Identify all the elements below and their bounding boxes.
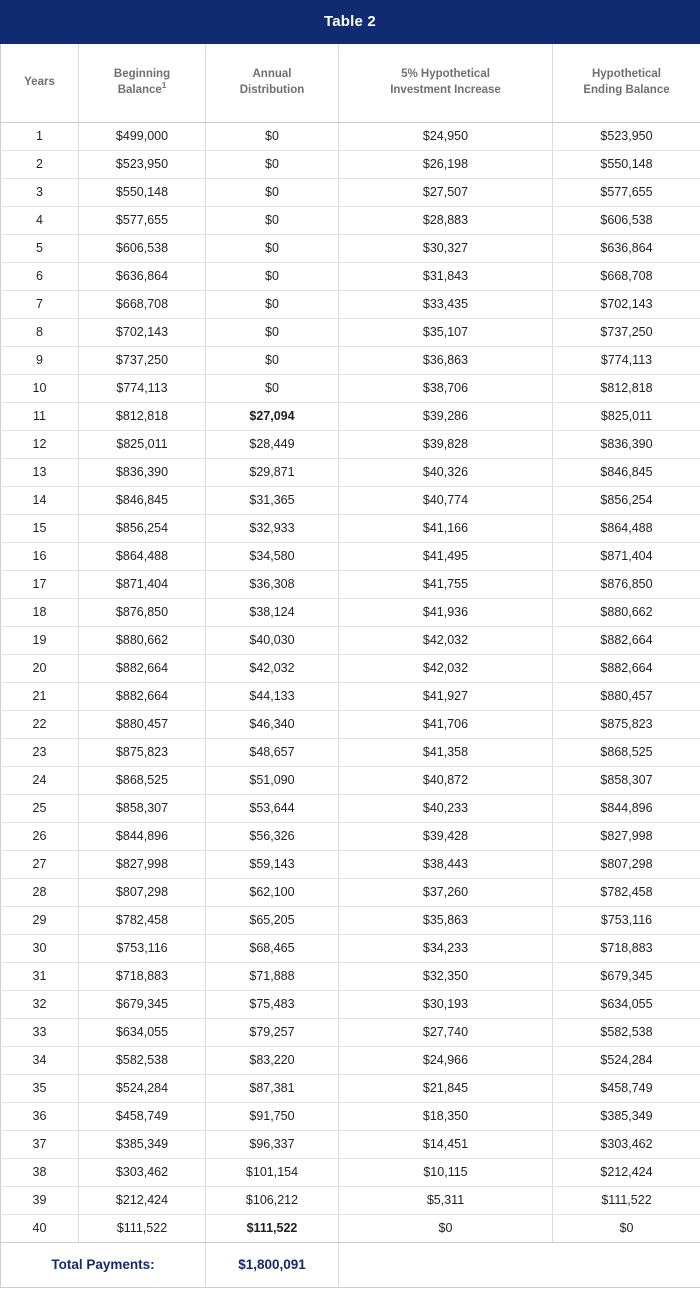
cell-investment-increase: $26,198 [339,150,553,178]
table-row [1,374,700,402]
cell-ending-balance: $858,307 [553,766,700,794]
cell-annual-distribution: $48,657 [206,738,339,766]
cell-beginning-balance: $634,055 [79,1018,206,1046]
cell-investment-increase: $41,755 [339,570,553,598]
cell-investment-increase: $40,233 [339,794,553,822]
cell-beginning-balance: $871,404 [79,570,206,598]
column-header-beginning-balance [79,44,206,122]
cell-year: 38 [1,1158,79,1186]
cell-annual-distribution: $0 [206,290,339,318]
cell-ending-balance: $882,664 [553,626,700,654]
cell-investment-increase: $41,166 [339,514,553,542]
cell-ending-balance: $577,655 [553,178,700,206]
cell-year: 34 [1,1046,79,1074]
table-row [1,962,700,990]
cell-investment-increase: $28,883 [339,206,553,234]
cell-year: 11 [1,402,79,430]
table-row [1,878,700,906]
cell-investment-increase: $14,451 [339,1130,553,1158]
table-row [1,1018,700,1046]
cell-year: 28 [1,878,79,906]
cell-annual-distribution: $111,522 [206,1214,339,1242]
table-row [1,318,700,346]
cell-annual-distribution: $0 [206,262,339,290]
cell-investment-increase: $27,740 [339,1018,553,1046]
cell-beginning-balance: $212,424 [79,1186,206,1214]
table-row [1,234,700,262]
cell-beginning-balance: $636,864 [79,262,206,290]
cell-year: 2 [1,150,79,178]
header-row [1,44,700,122]
cell-ending-balance: $550,148 [553,150,700,178]
cell-annual-distribution: $38,124 [206,598,339,626]
table-row [1,1186,700,1214]
cell-year: 8 [1,318,79,346]
cell-ending-balance: $718,883 [553,934,700,962]
table-row [1,430,700,458]
cell-ending-balance: $458,749 [553,1074,700,1102]
cell-beginning-balance: $827,998 [79,850,206,878]
cell-beginning-balance: $844,896 [79,822,206,850]
cell-annual-distribution: $44,133 [206,682,339,710]
cell-investment-increase: $18,350 [339,1102,553,1130]
cell-beginning-balance: $737,250 [79,346,206,374]
cell-year: 18 [1,598,79,626]
cell-annual-distribution: $31,365 [206,486,339,514]
column-header-annual-distribution [206,44,339,122]
cell-beginning-balance: $825,011 [79,430,206,458]
total-payments-value: $1,800,091 [206,1242,339,1287]
cell-annual-distribution: $91,750 [206,1102,339,1130]
cell-ending-balance: $812,818 [553,374,700,402]
cell-beginning-balance: $875,823 [79,738,206,766]
table-row [1,794,700,822]
column-header-ending-balance [553,44,700,122]
cell-beginning-balance: $812,818 [79,402,206,430]
cell-ending-balance: $753,116 [553,906,700,934]
cell-investment-increase: $35,863 [339,906,553,934]
cell-investment-increase: $42,032 [339,654,553,682]
table-row [1,346,700,374]
cell-year: 17 [1,570,79,598]
cell-investment-increase: $41,358 [339,738,553,766]
cell-annual-distribution: $83,220 [206,1046,339,1074]
cell-annual-distribution: $56,326 [206,822,339,850]
table-row [1,206,700,234]
cell-annual-distribution: $0 [206,318,339,346]
cell-annual-distribution: $40,030 [206,626,339,654]
cell-ending-balance: $385,349 [553,1102,700,1130]
table-row [1,542,700,570]
table-row [1,122,700,150]
cell-year: 9 [1,346,79,374]
cell-annual-distribution: $87,381 [206,1074,339,1102]
cell-investment-increase: $33,435 [339,290,553,318]
cell-beginning-balance: $679,345 [79,990,206,1018]
cell-investment-increase: $5,311 [339,1186,553,1214]
cell-year: 19 [1,626,79,654]
distribution-table [0,44,700,1288]
cell-ending-balance: $882,664 [553,654,700,682]
cell-ending-balance: $634,055 [553,990,700,1018]
cell-year: 14 [1,486,79,514]
cell-ending-balance: $827,998 [553,822,700,850]
cell-ending-balance: $856,254 [553,486,700,514]
cell-investment-increase: $39,428 [339,822,553,850]
cell-year: 12 [1,430,79,458]
cell-year: 36 [1,1102,79,1130]
cell-ending-balance: $880,457 [553,682,700,710]
cell-annual-distribution: $0 [206,150,339,178]
header-line-1: 5% Hypothetical [401,68,490,81]
cell-year: 7 [1,290,79,318]
table-row [1,766,700,794]
cell-annual-distribution: $36,308 [206,570,339,598]
cell-ending-balance: $523,950 [553,122,700,150]
table-row [1,150,700,178]
cell-investment-increase: $31,843 [339,262,553,290]
cell-year: 3 [1,178,79,206]
cell-investment-increase: $40,774 [339,486,553,514]
cell-ending-balance: $737,250 [553,318,700,346]
cell-year: 39 [1,1186,79,1214]
cell-beginning-balance: $882,664 [79,682,206,710]
table-row [1,290,700,318]
cell-beginning-balance: $864,488 [79,542,206,570]
cell-beginning-balance: $880,457 [79,710,206,738]
cell-annual-distribution: $46,340 [206,710,339,738]
cell-beginning-balance: $524,284 [79,1074,206,1102]
cell-year: 37 [1,1130,79,1158]
cell-investment-increase: $41,936 [339,598,553,626]
cell-year: 31 [1,962,79,990]
cell-year: 29 [1,906,79,934]
table-row [1,1214,700,1242]
cell-annual-distribution: $101,154 [206,1158,339,1186]
header-line-2: Investment Increase [390,83,501,96]
cell-beginning-balance: $876,850 [79,598,206,626]
cell-year: 4 [1,206,79,234]
cell-ending-balance: $782,458 [553,878,700,906]
cell-year: 22 [1,710,79,738]
cell-ending-balance: $807,298 [553,850,700,878]
cell-ending-balance: $668,708 [553,262,700,290]
cell-annual-distribution: $0 [206,234,339,262]
cell-beginning-balance: $774,113 [79,374,206,402]
cell-annual-distribution: $62,100 [206,878,339,906]
cell-annual-distribution: $79,257 [206,1018,339,1046]
cell-ending-balance: $836,390 [553,430,700,458]
cell-investment-increase: $38,443 [339,850,553,878]
cell-ending-balance: $212,424 [553,1158,700,1186]
cell-ending-balance: $864,488 [553,514,700,542]
cell-annual-distribution: $75,483 [206,990,339,1018]
cell-annual-distribution: $71,888 [206,962,339,990]
cell-beginning-balance: $499,000 [79,122,206,150]
cell-ending-balance: $880,662 [553,598,700,626]
table-row [1,514,700,542]
table-row [1,1074,700,1102]
cell-ending-balance: $0 [553,1214,700,1242]
cell-beginning-balance: $668,708 [79,290,206,318]
cell-year: 25 [1,794,79,822]
cell-annual-distribution: $28,449 [206,430,339,458]
cell-beginning-balance: $782,458 [79,906,206,934]
header-line-1: Beginning [113,68,171,81]
cell-beginning-balance: $702,143 [79,318,206,346]
total-row-empty-cell [339,1242,700,1287]
cell-ending-balance: $679,345 [553,962,700,990]
table-row [1,1158,700,1186]
cell-beginning-balance: $606,538 [79,234,206,262]
cell-annual-distribution: $0 [206,122,339,150]
cell-annual-distribution: $0 [206,178,339,206]
cell-year: 5 [1,234,79,262]
cell-investment-increase: $38,706 [339,374,553,402]
cell-investment-increase: $41,706 [339,710,553,738]
cell-beginning-balance: $458,749 [79,1102,206,1130]
cell-investment-increase: $41,927 [339,682,553,710]
cell-investment-increase: $32,350 [339,962,553,990]
cell-year: 21 [1,682,79,710]
cell-ending-balance: $774,113 [553,346,700,374]
total-payments-label: Total Payments: [1,1242,206,1287]
cell-ending-balance: $868,525 [553,738,700,766]
cell-year: 30 [1,934,79,962]
cell-annual-distribution: $65,205 [206,906,339,934]
table-row [1,178,700,206]
cell-investment-increase: $40,326 [339,458,553,486]
cell-investment-increase: $39,286 [339,402,553,430]
cell-year: 35 [1,1074,79,1102]
cell-investment-increase: $27,507 [339,178,553,206]
cell-annual-distribution: $32,933 [206,514,339,542]
cell-beginning-balance: $718,883 [79,962,206,990]
cell-year: 33 [1,1018,79,1046]
cell-beginning-balance: $303,462 [79,1158,206,1186]
table-row [1,934,700,962]
header-line-2: Balance [117,83,162,96]
cell-ending-balance: $876,850 [553,570,700,598]
cell-year: 24 [1,766,79,794]
cell-investment-increase: $24,966 [339,1046,553,1074]
cell-annual-distribution: $68,465 [206,934,339,962]
table-body [1,122,700,1287]
cell-year: 26 [1,822,79,850]
table-row [1,1046,700,1074]
table-row [1,1130,700,1158]
cell-beginning-balance: $577,655 [79,206,206,234]
total-row [1,1242,700,1287]
column-header-years [1,44,79,122]
cell-beginning-balance: $882,664 [79,654,206,682]
table-row [1,402,700,430]
cell-beginning-balance: $807,298 [79,878,206,906]
table-row [1,850,700,878]
header-line-2: Distribution [239,83,305,96]
table-header [1,44,700,122]
table-row [1,598,700,626]
cell-ending-balance: $875,823 [553,710,700,738]
header-line-2: Ending Balance [583,83,670,96]
footnote-marker: 1 [161,80,167,90]
header-line-1: Hypothetical [591,68,661,81]
cell-beginning-balance: $868,525 [79,766,206,794]
table-row [1,654,700,682]
table-row [1,570,700,598]
cell-investment-increase: $30,327 [339,234,553,262]
cell-investment-increase: $0 [339,1214,553,1242]
cell-investment-increase: $21,845 [339,1074,553,1102]
table-row [1,822,700,850]
table-title-bar: Table 2 [0,0,700,44]
cell-ending-balance: $606,538 [553,206,700,234]
cell-ending-balance: $636,864 [553,234,700,262]
cell-beginning-balance: $523,950 [79,150,206,178]
cell-year: 1 [1,122,79,150]
cell-investment-increase: $39,828 [339,430,553,458]
table-row [1,262,700,290]
cell-year: 15 [1,514,79,542]
cell-annual-distribution: $59,143 [206,850,339,878]
table-row [1,906,700,934]
cell-annual-distribution: $0 [206,346,339,374]
cell-year: 40 [1,1214,79,1242]
header-line-1: Annual [252,68,292,81]
cell-annual-distribution: $34,580 [206,542,339,570]
cell-annual-distribution: $51,090 [206,766,339,794]
cell-investment-increase: $34,233 [339,934,553,962]
cell-year: 32 [1,990,79,1018]
column-header-investment-increase [339,44,553,122]
cell-beginning-balance: $836,390 [79,458,206,486]
cell-ending-balance: $846,845 [553,458,700,486]
cell-investment-increase: $40,872 [339,766,553,794]
cell-annual-distribution: $29,871 [206,458,339,486]
cell-year: 20 [1,654,79,682]
table-row [1,626,700,654]
cell-beginning-balance: $858,307 [79,794,206,822]
table-row [1,682,700,710]
cell-annual-distribution: $0 [206,374,339,402]
cell-ending-balance: $871,404 [553,542,700,570]
table-row [1,1102,700,1130]
table-row [1,458,700,486]
cell-annual-distribution: $27,094 [206,402,339,430]
cell-beginning-balance: $385,349 [79,1130,206,1158]
cell-annual-distribution: $0 [206,206,339,234]
cell-ending-balance: $582,538 [553,1018,700,1046]
cell-year: 10 [1,374,79,402]
cell-investment-increase: $24,950 [339,122,553,150]
cell-investment-increase: $30,193 [339,990,553,1018]
cell-investment-increase: $35,107 [339,318,553,346]
cell-year: 23 [1,738,79,766]
cell-annual-distribution: $42,032 [206,654,339,682]
cell-year: 6 [1,262,79,290]
cell-beginning-balance: $582,538 [79,1046,206,1074]
cell-beginning-balance: $856,254 [79,514,206,542]
cell-beginning-balance: $846,845 [79,486,206,514]
header-line-1: Years [24,75,55,88]
table-row [1,710,700,738]
table-row [1,990,700,1018]
cell-investment-increase: $37,260 [339,878,553,906]
cell-investment-increase: $42,032 [339,626,553,654]
cell-year: 13 [1,458,79,486]
cell-beginning-balance: $753,116 [79,934,206,962]
cell-annual-distribution: $53,644 [206,794,339,822]
table-row [1,486,700,514]
cell-beginning-balance: $880,662 [79,626,206,654]
cell-year: 16 [1,542,79,570]
cell-beginning-balance: $111,522 [79,1214,206,1242]
cell-ending-balance: $111,522 [553,1186,700,1214]
cell-ending-balance: $303,462 [553,1130,700,1158]
cell-investment-increase: $10,115 [339,1158,553,1186]
cell-year: 27 [1,850,79,878]
cell-investment-increase: $36,863 [339,346,553,374]
cell-ending-balance: $844,896 [553,794,700,822]
table-row [1,738,700,766]
cell-annual-distribution: $106,212 [206,1186,339,1214]
cell-ending-balance: $702,143 [553,290,700,318]
cell-investment-increase: $41,495 [339,542,553,570]
cell-beginning-balance: $550,148 [79,178,206,206]
cell-ending-balance: $825,011 [553,402,700,430]
cell-annual-distribution: $96,337 [206,1130,339,1158]
cell-ending-balance: $524,284 [553,1046,700,1074]
